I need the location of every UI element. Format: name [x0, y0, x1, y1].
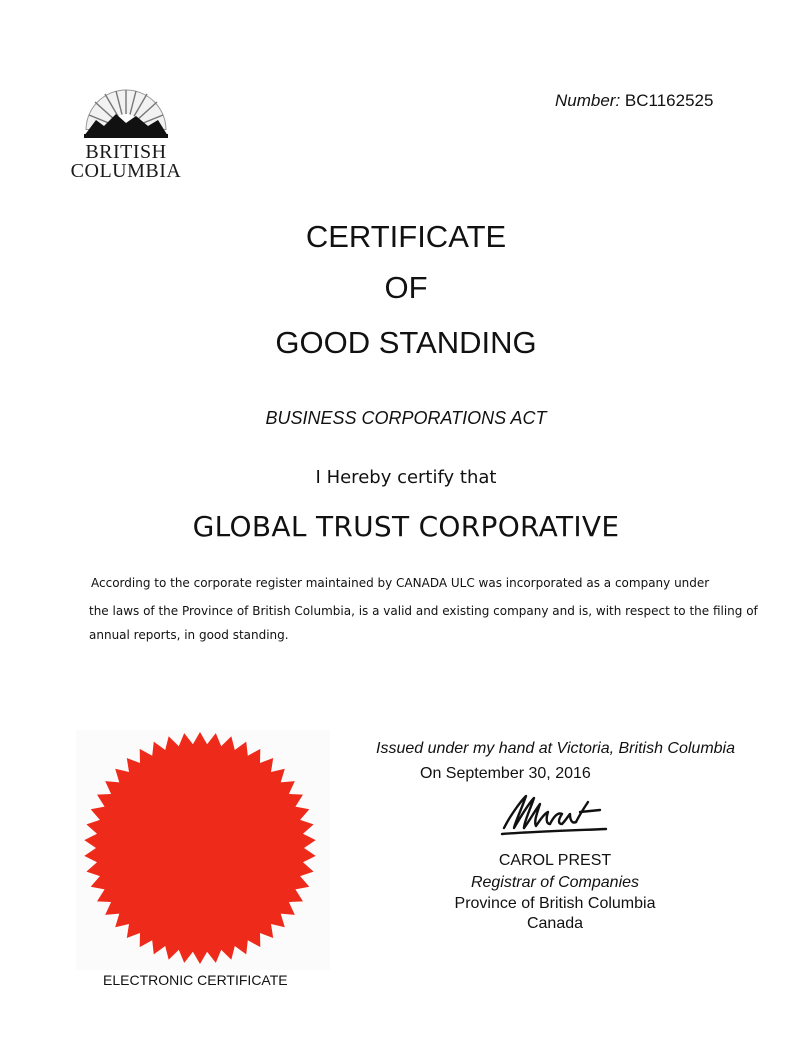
title-certificate: CERTIFICATE — [305, 219, 507, 254]
number-label: Number: — [555, 91, 621, 110]
signatory-country: Canada — [526, 915, 584, 932]
issued-date: On September 30, 2016 — [420, 765, 591, 782]
number-value: BC1162525 — [624, 91, 714, 110]
seal-caption: ELECTRONIC CERTIFICATE — [103, 972, 288, 988]
signatory-name: CAROL PREST — [498, 852, 612, 869]
seal-area — [76, 730, 330, 970]
body-line-1: According to the corporate register maintained by CANADA ULC was incorporated as a company under — [91, 576, 710, 590]
certify-statement: I Hereby certify that — [315, 467, 497, 488]
issued-place: Issued under my hand at Victoria, British Columbia — [376, 740, 735, 757]
title-of: OF — [384, 270, 428, 305]
signatory-province: Province of British Columbia — [454, 895, 656, 912]
sun-mountain-icon — [66, 86, 186, 144]
body-line-3: annual reports, in good standing. — [89, 628, 289, 642]
act-name: BUSINESS CORPORATIONS ACT — [265, 408, 547, 428]
signatory-title: Registrar of Companies — [470, 874, 640, 891]
seal-icon — [76, 730, 330, 970]
body-line-2: the laws of the Province of British Columbia, is a valid and existing company and is, with respect to the filing of — [89, 604, 758, 618]
bc-logo — [66, 86, 186, 186]
certificate-number — [555, 91, 713, 111]
logo-text-british: BRITISH — [85, 141, 167, 163]
logo-text-columbia: COLUMBIA — [70, 160, 182, 182]
title-good-standing: GOOD STANDING — [275, 325, 537, 360]
signature — [496, 790, 616, 840]
company-name: GLOBAL TRUST CORPORATIVE — [192, 510, 620, 543]
